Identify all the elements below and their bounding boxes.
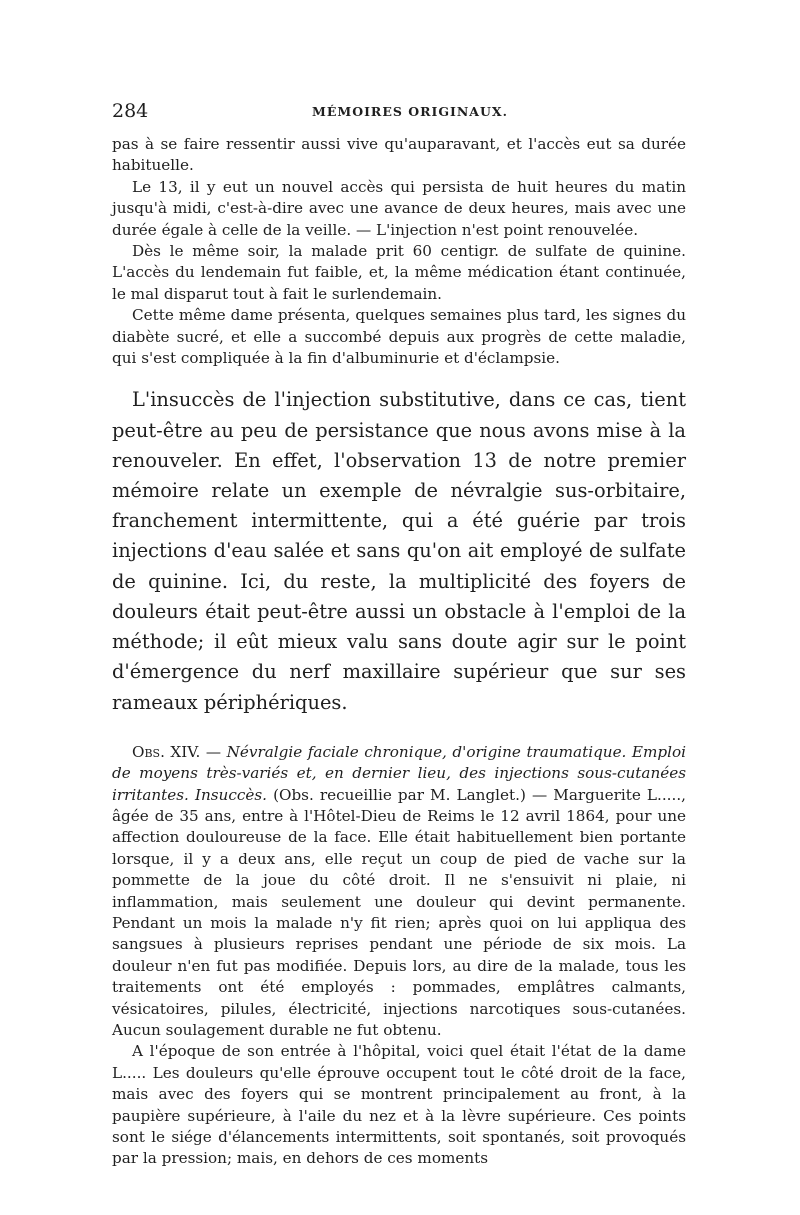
observation-dash: —	[200, 742, 227, 761]
commentary	[112, 385, 686, 717]
paragraph: Le 13, il y eut un nouvel accès qui persista de huit heures du matin jusqu'à midi, c'est-à-dire avec une avance de deux heures, mais avec une durée égale à celle de la veille. — L'injection n'est point renouvelée.	[112, 177, 686, 239]
paragraph: Dès le même soir, la malade prit 60 centigr. de sulfate de quinine. L'accès du lendemain fut faible, et, la même médication étant continuée, le mal disparut tout à fait le surlendemain.	[112, 242, 686, 303]
running-head: MÉMOIRES ORIGINAUX.	[312, 104, 508, 119]
observation-paragraph-2: A l'époque de son entrée à l'hôpital, voici quel était l'état de la dame L..... Les douleurs qu'elle éprouve occupent tout le côté droit de la face, mais avec des foyers qui se montrent principalement au front, à la paupière supérieure, à l'aile du nez et à la lèvre supérieure. Ces points sont le siége d'élancements intermittents, soit spontanés, soit provoqués par la pression; mais, en dehors de ces moments	[112, 1042, 686, 1168]
observation-paragraph	[112, 742, 686, 1042]
page-header	[112, 98, 686, 124]
paragraph: pas à se faire ressentir aussi vive qu'auparavant, et l'accès eut sa durée habituelle.	[112, 135, 686, 175]
paragraph: Cette même dame présenta, quelques semaines plus tard, les signes du diabète sucré, et elle a succombé depuis aux progrès de cette maladie, qui s'est compliquée à la fin d'albuminurie et d'éclampsie.	[112, 306, 686, 368]
observation-body: (Obs. recueillie par M. Langlet.) — Marguerite L....., âgée de 35 ans, entre à l'Hôtel-Dieu de Reims le 12 avril 1864, pour une affection douloureuse de la face. Elle était habituellement bien portante lorsque, il y a deux ans, elle reçut un coup de pied de vache sur la pommette de la joue du côté droit. Il ne s'ensuivit ni plaie, ni inflammation, mais seulement une douleur qui devint permanente. Pendant un mois la malade n'y fit rien; après quoi on lui appliqua des sangsues à plusieurs reprises pendant une période de six mois. La douleur n'en fut pas modifiée. Depuis lors, au dire de la malade, tous les traitements ont été employés : pommades, emplâtres calmants, vésicatoires, pilules, électricité, injections narcotiques sous-cutanées. Aucun soulagement durable ne fut obtenu.	[112, 785, 686, 1039]
observation-title: Névralgie faciale chronique, d'origine traumatique. Emploi de moyens très-variés et, en dernier lieu, des injections sous-cutanées irritantes. Insuccès.	[112, 742, 686, 804]
observation-label: Obs. XIV.	[132, 742, 201, 761]
page-number: 284	[112, 100, 149, 122]
case-continuation	[112, 134, 686, 369]
commentary-paragraph: L'insuccès de l'injection substitutive, dans ce cas, tient peut-être au peu de persistance que nous avons mise à la renouveler. En effet, l'observation 13 de notre premier mémoire relate un exemple de névralgie sus-orbitaire, franchement intermittente, qui a été guérie par trois injections d'eau salée et sans qu'on ait employé de sulfate de quinine. Ici, du reste, la multiplicité des foyers de douleurs était peut-être aussi un obstacle à l'emploi de la méthode; il eût mieux valu sans doute agir sur le point d'émergence du nerf maxillaire supérieur que sur ses rameaux périphériques.	[112, 388, 686, 714]
observation-xiv	[112, 742, 686, 1170]
book-page	[112, 98, 686, 1170]
